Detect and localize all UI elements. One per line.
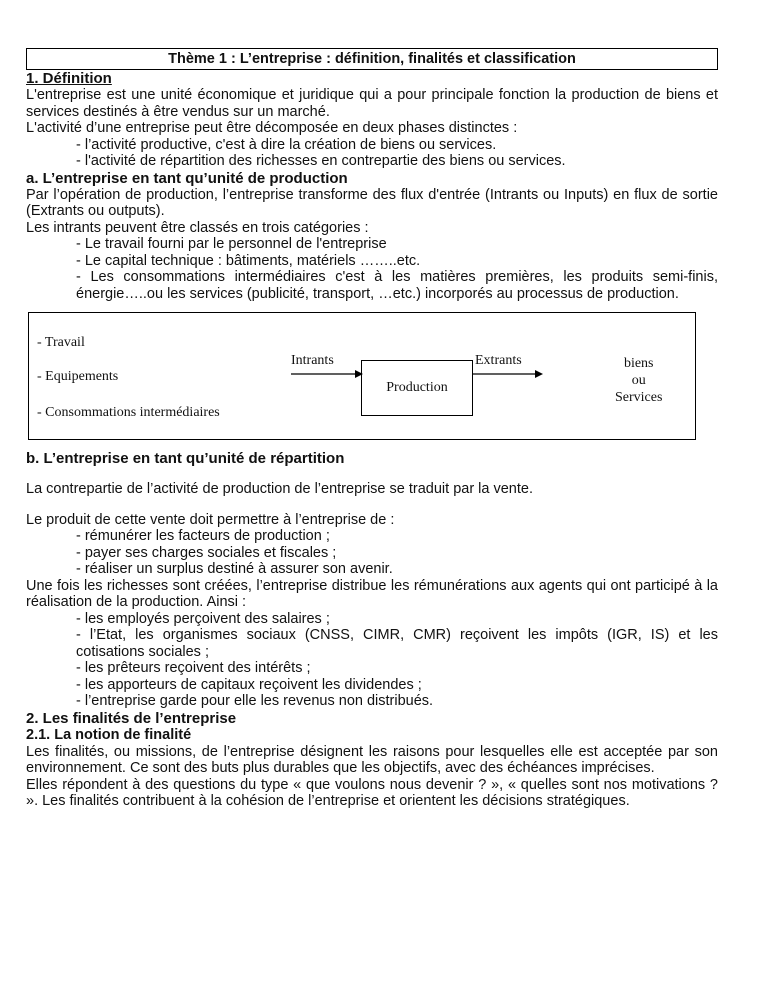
sale-bullet-3: - réaliser un surplus destiné à assurer son avenir. xyxy=(76,561,393,577)
phase-bullet-1: - l’activité productive, c'est à dire la création de biens ou services. xyxy=(76,136,497,153)
sale-bullet-2: - payer ses charges sociales et fiscales ; xyxy=(76,544,337,561)
phases-intro: L'activité d’une entreprise peut être décomposée en deux phases distinctes : xyxy=(26,120,518,136)
distribution-bullet-1: - les employés perçoivent des salaires ; xyxy=(76,610,330,627)
input-bullet-2: - Le capital technique : bâtiments, matériels ……..etc. xyxy=(76,252,421,269)
sale-bullet-1: - rémunérer les facteurs de production ; xyxy=(76,528,330,544)
output-services: Services xyxy=(615,390,663,405)
section-1-heading: 1. Définition xyxy=(26,70,112,87)
theme-title: Thème 1 : L’entreprise : définition, finalités et classification xyxy=(26,48,718,70)
distribution-bullet-5: - l’entreprise garde pour elle les revenus non distribués. xyxy=(76,693,434,709)
arrow-in-icon xyxy=(291,367,363,381)
definition-paragraph: L'entreprise est une unité économique et juridique qui a pour principale fonction la production de biens et services destinés à être vendus sur un marché. xyxy=(26,87,718,120)
section-b-heading: b. L’entreprise en tant qu’unité de répartition xyxy=(26,450,345,467)
production-box xyxy=(361,360,473,416)
input-bullet-3: - Les consommations intermédiaires c'est à les matières premières, les produits semi-finis, énergie…..ou les services (publicité, transport, …etc.) incorporés au processus de production. xyxy=(76,269,718,302)
finalites-paragraph-2: Elles répondent à des questions du type « que voulons nous devenir ? », « quelles sont nos motivations ? ». Les finalités contribuent à la cohésion de l’entreprise et orientent les décisions stratégiques. xyxy=(26,776,718,809)
section-2-1-heading: 2.1. La notion de finalité xyxy=(26,726,192,743)
distribution-bullet-3: - les prêteurs reçoivent des intérêts ; xyxy=(76,660,311,676)
distribution-paragraph: Une fois les richesses sont créées, l’entreprise distribue les rémunérations aux agents qui ont participé à la réalisation de la production. Ainsi : xyxy=(26,577,718,610)
input-bullet-1: - Le travail fourni par le personnel de l'entreprise xyxy=(76,236,387,252)
production-box-label: Production xyxy=(386,380,448,395)
inputs-intro: Les intrants peuvent être classés en trois catégories : xyxy=(26,219,369,236)
finalites-paragraph-1: Les finalités, ou missions, de l’entreprise désignent les raisons pour lesquelles elle est acceptée par son environnement. Ce sont des buts plus durables que les objectifs, avec des échéances imprécises. xyxy=(26,743,718,776)
production-diagram xyxy=(28,312,696,440)
output-biens: biens xyxy=(623,356,654,371)
diagram-label-intrants: Intrants xyxy=(291,353,334,368)
distribution-bullet-2: - l’Etat, les organismes sociaux (CNSS, CIMR, CMR) reçoivent les impôts (IGR, IS) et les cotisations sociales ; xyxy=(76,627,718,660)
diagram-input-consommations: - Consommations intermédiaires xyxy=(37,405,220,420)
arrow-out-icon xyxy=(473,367,543,381)
distribution-bullet-4: - les apporteurs de capitaux reçoivent les dividendes ; xyxy=(76,676,422,693)
production-paragraph: Par l’opération de production, l’entreprise transforme des flux d'entrée (Intrants ou Inputs) en flux de sortie (Extrants ou outputs). xyxy=(26,186,718,219)
output-ou: ou xyxy=(631,373,646,388)
sale-product-intro: Le produit de cette vente doit permettre à l’entreprise de : xyxy=(26,511,395,528)
diagram-input-travail: - Travail xyxy=(37,335,85,350)
diagram-outputs xyxy=(615,355,662,406)
diagram-input-equipements: - Equipements xyxy=(37,369,119,384)
phase-bullet-2: - l'activité de répartition des richesses en contrepartie des biens ou services. xyxy=(76,153,566,169)
section-2-heading: 2. Les finalités de l’entreprise xyxy=(26,709,237,727)
section-a-heading: a. L’entreprise en tant qu’unité de production xyxy=(26,169,348,187)
diagram-label-extrants: Extrants xyxy=(475,353,522,368)
sale-paragraph: La contrepartie de l’activité de production de l’entreprise se traduit par la vente. xyxy=(26,481,533,497)
document-page xyxy=(26,48,718,810)
